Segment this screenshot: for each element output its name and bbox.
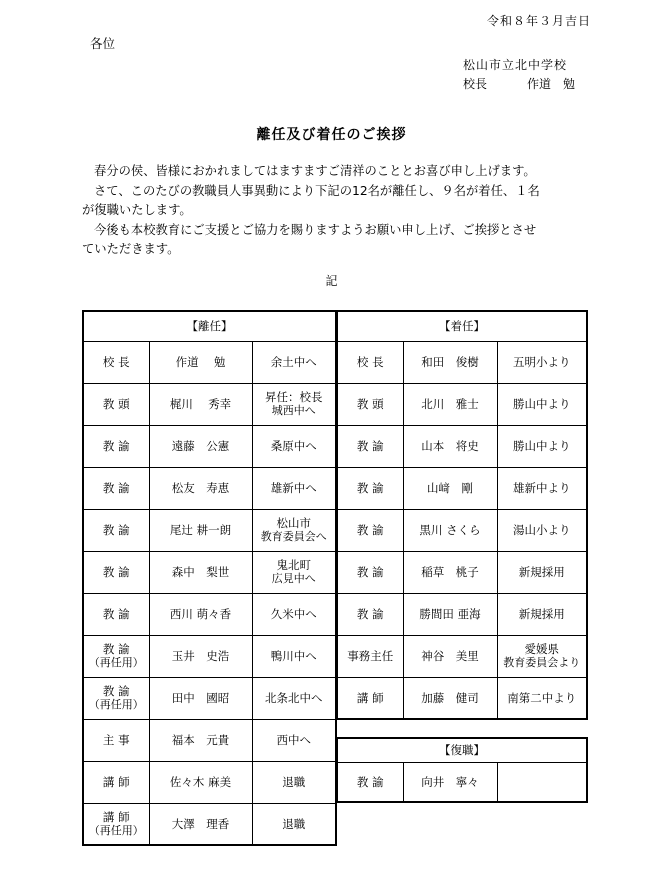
table-row — [337, 677, 587, 719]
name-cell-line: 福本 元貴 — [171, 733, 230, 747]
destination-cell-line: 退職 — [282, 816, 306, 831]
name-cell-line: 神谷 美里 — [421, 649, 479, 663]
role-cell-line: 講 師 — [356, 690, 384, 705]
destination-cell — [252, 341, 336, 383]
origin-cell — [497, 425, 587, 467]
role-cell-line: 教 諭 — [102, 523, 130, 537]
role-cell — [83, 761, 149, 803]
name-cell-line: 田中 國昭 — [171, 691, 230, 705]
role-cell-line: 教 諭 — [102, 565, 130, 579]
origin-cell — [497, 635, 587, 677]
origin-cell-line: 南第二中より — [507, 690, 577, 705]
name-cell — [149, 425, 252, 467]
principal-name: 作道 勉 — [527, 77, 576, 91]
role-cell-line: 教 諭 — [102, 481, 130, 495]
table-row — [83, 467, 336, 509]
role-cell-line: 教 諭 — [102, 684, 130, 698]
name-cell — [149, 677, 252, 719]
origin-cell-line: 勝山中より — [513, 397, 571, 411]
role-cell-line: 校 長 — [356, 355, 384, 369]
origin-cell-line2: 教育委員会より — [503, 656, 581, 669]
destination-cell — [252, 635, 336, 677]
role-cell-line: 教 諭 — [102, 607, 130, 621]
table-row — [83, 509, 336, 551]
origin-cell — [497, 551, 587, 593]
table-row — [337, 593, 587, 635]
name-cell-line: 和田 俊樹 — [421, 355, 479, 369]
role-cell-line: 教 諭 — [356, 774, 384, 789]
table-row — [83, 425, 336, 467]
name-cell — [149, 593, 252, 635]
name-cell — [149, 761, 252, 803]
role-cell — [83, 383, 149, 425]
table-row — [337, 762, 587, 802]
arriving-table — [336, 310, 588, 720]
destination-cell-line: 久米中へ — [270, 607, 317, 621]
name-cell-line: 玉井 史浩 — [171, 649, 230, 663]
origin-cell-line: 勝山中より — [513, 439, 571, 453]
name-cell-line: 山本 将史 — [421, 439, 479, 453]
origin-cell-line: 愛媛県 — [524, 642, 559, 656]
origin-cell-line: 新規採用 — [518, 565, 565, 579]
destination-cell-line: 昇任：校長 — [265, 390, 323, 404]
name-cell — [403, 383, 497, 425]
role-cell-line: 教 諭 — [356, 481, 384, 495]
table-row — [337, 383, 587, 425]
origin-cell — [497, 509, 587, 551]
table-row — [83, 383, 336, 425]
role-cell-line: 校 長 — [102, 355, 130, 369]
role-cell-line: 講 師 — [102, 809, 130, 824]
role-cell — [337, 341, 403, 383]
school-name: 松山市立北中学校 — [463, 58, 568, 72]
destination-cell-line: 西中へ — [276, 733, 311, 747]
table-row — [337, 425, 587, 467]
name-cell-line: 大澤 理香 — [171, 816, 230, 831]
role-cell-line: 教 頭 — [102, 397, 130, 411]
destination-cell-line: 退職 — [282, 775, 306, 789]
origin-cell-line: 新規採用 — [518, 607, 565, 621]
role-cell — [83, 635, 149, 677]
origin-cell-line: 湯山小より — [513, 523, 571, 537]
origin-cell — [497, 467, 587, 509]
name-cell — [403, 635, 497, 677]
name-cell-line: 北川 雅士 — [421, 397, 479, 411]
name-cell — [149, 341, 252, 383]
name-cell-line: 作道 勉 — [175, 355, 226, 369]
body-line: さて、このたびの教職員人事異動により下記の12名が離任し、９名が着任、１名 — [94, 183, 540, 198]
origin-cell — [497, 677, 587, 719]
page-title: 離任及び着任のご挨拶 — [256, 127, 407, 143]
table-row — [337, 551, 587, 593]
role-cell-line: 講 師 — [102, 775, 130, 789]
name-cell — [149, 635, 252, 677]
body-line: が復職いたします。 — [82, 203, 192, 218]
role-cell — [83, 677, 149, 719]
name-cell-line: 遠藤 公憲 — [171, 439, 230, 453]
principal-title: 校長 — [463, 77, 488, 91]
destination-cell-line: 北条北中へ — [265, 691, 323, 705]
name-cell-line: 稲草 桃子 — [421, 565, 479, 579]
name-cell — [149, 719, 252, 761]
name-cell — [149, 803, 252, 845]
role-cell — [83, 341, 149, 383]
role-cell — [83, 551, 149, 593]
name-cell — [403, 677, 497, 719]
destination-cell-line2: 広見中へ — [271, 572, 316, 585]
role-cell-line: 事務主任 — [347, 649, 394, 663]
arriving-header: 【着任】 — [337, 311, 587, 341]
destination-cell — [252, 509, 336, 551]
table-row — [337, 635, 587, 677]
role-cell — [83, 509, 149, 551]
role-cell-line: 教 諭 — [356, 607, 384, 621]
role-cell — [337, 383, 403, 425]
table-row — [83, 551, 336, 593]
empty-cell — [497, 762, 587, 802]
role-cell-line2: （再任用） — [88, 823, 144, 837]
origin-cell — [497, 593, 587, 635]
destination-cell-line: 鴨川中へ — [270, 649, 317, 663]
role-cell — [83, 593, 149, 635]
name-cell-line: 勝間田 亜海 — [419, 607, 481, 621]
role-cell — [337, 551, 403, 593]
table-row — [337, 341, 587, 383]
role-cell-line: 教 諭 — [356, 439, 384, 453]
destination-cell — [252, 761, 336, 803]
destination-cell-line: 松山市 — [276, 516, 311, 530]
destination-cell-line2: 城西中へ — [271, 404, 316, 417]
name-cell — [149, 383, 252, 425]
role-cell — [337, 677, 403, 719]
name-cell-line: 松友 寿恵 — [171, 481, 230, 495]
name-cell-line: 尾辻 耕一朗 — [169, 523, 232, 537]
role-cell-line2: （再任用） — [88, 656, 144, 669]
date: 令和８年３月吉日 — [486, 14, 591, 28]
table-row — [83, 761, 336, 803]
role-cell-line: 教 頭 — [356, 397, 384, 411]
body-line: 今後も本校教育にご支援とご協力を賜りますようお願い申し上げ、ご挨拶とさせ — [94, 222, 537, 237]
destination-cell-line2: 教育委員会へ — [260, 530, 327, 543]
destination-cell — [252, 551, 336, 593]
departing-table — [82, 310, 337, 846]
name-cell-line: 山﨑 剛 — [427, 481, 473, 495]
role-cell — [337, 593, 403, 635]
name-cell-line: 黒川 さくら — [419, 523, 481, 537]
name-cell — [403, 425, 497, 467]
role-cell-line: 教 諭 — [102, 642, 130, 656]
role-cell — [83, 803, 149, 845]
destination-cell-line: 余土中へ — [270, 355, 317, 369]
destination-cell-line: 雄新中へ — [270, 481, 317, 495]
origin-cell — [497, 383, 587, 425]
table-row — [337, 467, 587, 509]
destination-cell — [252, 425, 336, 467]
name-cell-line: 西川 萌々香 — [169, 607, 232, 621]
destination-cell — [252, 719, 336, 761]
origin-cell-line: 雄新中より — [513, 481, 571, 495]
name-cell-line: 加藤 健司 — [421, 690, 479, 705]
table-row — [83, 803, 336, 845]
table-row — [83, 635, 336, 677]
name-cell — [403, 509, 497, 551]
destination-cell — [252, 677, 336, 719]
role-cell — [83, 467, 149, 509]
destination-cell — [252, 383, 336, 425]
name-cell — [403, 341, 497, 383]
role-cell — [337, 467, 403, 509]
name-cell-line: 佐々木 麻美 — [169, 775, 232, 789]
role-cell — [337, 762, 403, 802]
reinstated-table — [336, 737, 588, 803]
destination-cell-line: 桑原中へ — [270, 439, 317, 453]
name-cell-line: 向井 寧々 — [421, 774, 479, 789]
role-cell — [337, 509, 403, 551]
table-row — [83, 593, 336, 635]
role-cell-line: 教 諭 — [102, 439, 130, 453]
role-cell-line2: （再任用） — [88, 698, 144, 711]
role-cell — [337, 425, 403, 467]
body-line: 春分の侯、皆様におかれましてはますますご清祥のこととお喜び申し上げます。 — [94, 164, 536, 178]
destination-cell-line: 鬼北町 — [276, 558, 311, 572]
table-row — [83, 677, 336, 719]
table-row — [83, 719, 336, 761]
origin-cell-line: 五明小より — [513, 355, 571, 369]
ki-mark: 記 — [325, 274, 338, 288]
name-cell — [403, 467, 497, 509]
name-cell — [403, 762, 497, 802]
role-cell-line: 教 諭 — [356, 523, 384, 537]
destination-cell — [252, 803, 336, 845]
name-cell — [149, 509, 252, 551]
name-cell — [403, 551, 497, 593]
reinstated-header: 【復職】 — [337, 738, 587, 762]
name-cell-line: 森中 梨世 — [171, 565, 230, 579]
principal-signature — [463, 75, 575, 92]
role-cell — [337, 635, 403, 677]
name-cell-line: 梶川 秀幸 — [169, 397, 232, 411]
origin-cell — [497, 341, 587, 383]
table-row — [83, 341, 336, 383]
body-line: ていただきます。 — [82, 242, 180, 257]
role-cell — [83, 719, 149, 761]
role-cell-line: 教 諭 — [356, 565, 384, 579]
destination-cell — [252, 467, 336, 509]
role-cell-line: 主 事 — [102, 733, 130, 747]
role-cell — [83, 425, 149, 467]
name-cell — [149, 467, 252, 509]
table-row — [337, 509, 587, 551]
destination-cell — [252, 593, 336, 635]
greeting-body — [82, 162, 602, 260]
addressee: 各位 — [90, 36, 116, 51]
name-cell — [403, 593, 497, 635]
departing-header: 【離任】 — [83, 311, 336, 341]
name-cell — [149, 551, 252, 593]
